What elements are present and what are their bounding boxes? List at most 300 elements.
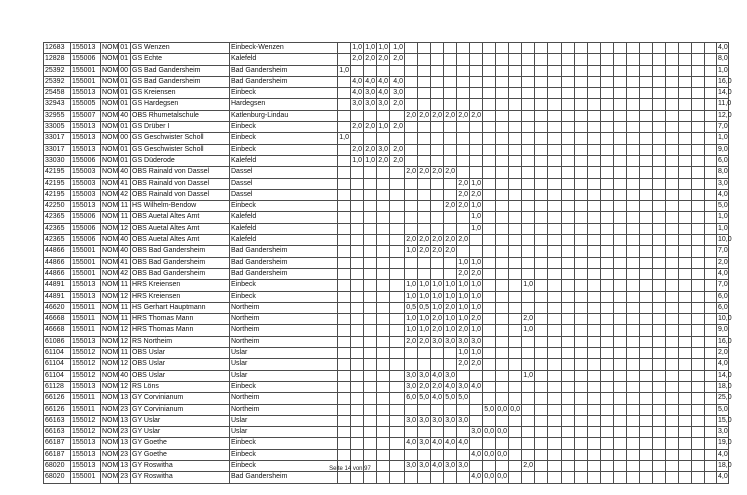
table-cell	[562, 438, 575, 449]
table-cell	[535, 76, 548, 87]
table-cell	[470, 88, 483, 99]
table-cell: 23	[119, 427, 131, 438]
table-cell	[338, 280, 351, 291]
table-cell: NOM	[101, 381, 119, 392]
table-cell: Dassel	[230, 167, 338, 178]
table-cell	[390, 359, 405, 370]
table-cell	[575, 223, 588, 234]
table-cell: NOM	[101, 235, 119, 246]
table-cell	[705, 460, 717, 471]
table-cell	[601, 76, 614, 87]
table-cell: RS Löns	[131, 381, 230, 392]
table-cell	[377, 393, 390, 404]
table-cell	[653, 381, 666, 392]
table-cell	[351, 212, 364, 223]
table-cell: 61104	[44, 370, 71, 381]
table-cell	[601, 438, 614, 449]
table-cell	[444, 189, 457, 200]
table-cell: 12828	[44, 54, 71, 65]
table-cell	[377, 348, 390, 359]
table-cell: 12	[119, 291, 131, 302]
table-row	[44, 472, 747, 483]
table-cell	[522, 302, 535, 313]
table-cell	[627, 314, 640, 325]
table-cell: 7,0	[717, 122, 729, 133]
table-cell	[548, 280, 562, 291]
table-cell	[457, 246, 470, 257]
data-table	[43, 42, 747, 484]
table-cell	[457, 76, 470, 87]
table-cell: 12	[119, 381, 131, 392]
table-cell	[405, 359, 418, 370]
table-cell	[614, 144, 627, 155]
table-cell: 2,0	[418, 246, 431, 257]
table-cell	[679, 65, 692, 76]
table-cell: NOM	[101, 54, 119, 65]
table-cell	[601, 370, 614, 381]
table-cell	[351, 336, 364, 347]
table-cell	[483, 167, 496, 178]
table-cell	[601, 178, 614, 189]
table-cell	[509, 133, 522, 144]
table-cell: 155013	[71, 291, 101, 302]
table-cell: 3,0	[717, 427, 729, 438]
table-cell: 01	[119, 43, 131, 54]
table-cell	[640, 201, 653, 212]
table-cell: 1,0	[431, 280, 444, 291]
table-cell: 44866	[44, 257, 71, 268]
table-cell	[418, 155, 431, 166]
table-cell: Uslar	[230, 359, 338, 370]
table-cell	[705, 472, 717, 483]
table-cell: 2,0	[522, 460, 535, 471]
table-cell	[483, 201, 496, 212]
table-cell	[679, 336, 692, 347]
table-cell	[548, 223, 562, 234]
table-cell	[640, 246, 653, 257]
table-cell	[692, 167, 705, 178]
table-cell	[377, 212, 390, 223]
table-cell: 3,0	[717, 178, 729, 189]
table-cell: 44891	[44, 280, 71, 291]
table-cell: Bad Gandersheim	[230, 257, 338, 268]
table-cell	[483, 393, 496, 404]
table-cell: NOM	[101, 449, 119, 460]
table-cell	[601, 268, 614, 279]
table-cell	[364, 280, 377, 291]
table-cell	[351, 393, 364, 404]
table-cell	[692, 65, 705, 76]
table-cell: Northeim	[230, 314, 338, 325]
table-cell: 8,0	[717, 54, 729, 65]
table-cell: 3,0	[457, 415, 470, 426]
table-cell: 0,0	[483, 427, 496, 438]
table-cell	[627, 178, 640, 189]
table-cell	[509, 325, 522, 336]
table-cell	[457, 144, 470, 155]
table-cell	[496, 280, 509, 291]
table-cell	[705, 235, 717, 246]
table-cell	[627, 257, 640, 268]
table-cell: NOM	[101, 88, 119, 99]
table-cell	[627, 325, 640, 336]
table-cell: GY Corvinianum	[131, 393, 230, 404]
table-cell: 2,0	[457, 325, 470, 336]
table-cell	[522, 246, 535, 257]
table-cell	[522, 472, 535, 483]
table-cell	[405, 99, 418, 110]
table-row	[44, 438, 747, 449]
table-cell	[509, 302, 522, 313]
table-cell	[509, 370, 522, 381]
table-cell	[575, 314, 588, 325]
table-cell	[364, 268, 377, 279]
table-cell: 32943	[44, 99, 71, 110]
table-cell	[627, 189, 640, 200]
table-cell	[679, 54, 692, 65]
table-cell	[338, 155, 351, 166]
table-cell: 18,0	[717, 381, 729, 392]
table-cell: OBS Bad Gandersheim	[131, 268, 230, 279]
table-cell	[390, 449, 405, 460]
table-cell	[364, 189, 377, 200]
table-cell	[640, 336, 653, 347]
table-cell: 1,0	[418, 325, 431, 336]
table-row	[44, 133, 747, 144]
table-cell	[431, 88, 444, 99]
table-cell	[405, 88, 418, 99]
table-cell	[444, 65, 457, 76]
table-cell	[377, 201, 390, 212]
table-cell	[548, 325, 562, 336]
table-cell	[692, 122, 705, 133]
table-cell	[548, 65, 562, 76]
table-cell: 1,0	[470, 291, 483, 302]
table-cell	[679, 359, 692, 370]
table-cell	[338, 76, 351, 87]
table-cell	[405, 155, 418, 166]
table-cell	[483, 178, 496, 189]
table-cell: 5,0	[444, 393, 457, 404]
table-cell	[509, 167, 522, 178]
table-cell	[692, 246, 705, 257]
table-cell	[614, 167, 627, 178]
table-cell: Einbeck	[230, 449, 338, 460]
table-cell	[548, 348, 562, 359]
table-cell: Northeim	[230, 336, 338, 347]
table-cell: 13	[119, 393, 131, 404]
table-cell: 1,0	[431, 302, 444, 313]
table-cell: OBS Uslar	[131, 348, 230, 359]
table-cell: 12683	[44, 43, 71, 54]
table-cell: 2,0	[470, 268, 483, 279]
table-cell: NOM	[101, 415, 119, 426]
table-cell: 1,0	[470, 212, 483, 223]
table-cell	[351, 427, 364, 438]
table-cell	[562, 144, 575, 155]
table-cell	[614, 427, 627, 438]
table-cell: GS Geschwister Scholl	[131, 144, 230, 155]
table-cell	[627, 302, 640, 313]
table-cell	[548, 144, 562, 155]
table-cell: 01	[119, 99, 131, 110]
table-cell	[627, 359, 640, 370]
table-cell	[653, 133, 666, 144]
table-cell	[614, 449, 627, 460]
table-cell: 4,0	[470, 381, 483, 392]
table-cell	[562, 302, 575, 313]
table-cell	[509, 472, 522, 483]
table-cell	[653, 280, 666, 291]
table-cell	[666, 201, 679, 212]
table-cell: 16,0	[717, 76, 729, 87]
table-cell	[601, 359, 614, 370]
table-cell: Dassel	[230, 189, 338, 200]
table-cell	[496, 223, 509, 234]
table-cell: 3,0	[377, 99, 390, 110]
table-cell: 155006	[71, 212, 101, 223]
table-cell	[548, 235, 562, 246]
table-cell: 33017	[44, 133, 71, 144]
table-cell	[377, 449, 390, 460]
table-cell	[705, 133, 717, 144]
table-cell	[522, 65, 535, 76]
table-cell: 2,0	[390, 155, 405, 166]
table-cell	[653, 415, 666, 426]
table-cell	[338, 291, 351, 302]
table-cell	[351, 291, 364, 302]
table-cell: 1,0	[405, 246, 418, 257]
table-cell	[351, 65, 364, 76]
table-cell: 4,0	[457, 438, 470, 449]
table-cell	[351, 314, 364, 325]
table-cell	[705, 178, 717, 189]
table-cell: 1,0	[457, 302, 470, 313]
table-cell: 2,0	[364, 54, 377, 65]
table-cell: 1,0	[405, 314, 418, 325]
table-cell	[548, 370, 562, 381]
table-cell	[627, 404, 640, 415]
table-cell: NOM	[101, 167, 119, 178]
table-cell	[418, 359, 431, 370]
table-cell: 5,0	[457, 393, 470, 404]
table-cell	[666, 438, 679, 449]
table-cell: 155011	[71, 314, 101, 325]
table-cell	[614, 370, 627, 381]
table-cell	[575, 65, 588, 76]
table-cell	[575, 381, 588, 392]
table-cell: 2,0	[405, 235, 418, 246]
table-cell	[377, 336, 390, 347]
table-cell: 3,0	[405, 370, 418, 381]
table-cell: 4,0	[444, 438, 457, 449]
table-cell	[614, 415, 627, 426]
table-cell: NOM	[101, 212, 119, 223]
table-cell: 1,0	[457, 314, 470, 325]
table-cell: NOM	[101, 246, 119, 257]
table-cell	[338, 110, 351, 121]
table-cell: NOM	[101, 393, 119, 404]
table-cell	[601, 348, 614, 359]
table-cell: 2,0	[444, 235, 457, 246]
table-cell	[614, 314, 627, 325]
table-cell	[588, 212, 601, 223]
table-cell: 41	[119, 257, 131, 268]
table-cell	[522, 348, 535, 359]
table-cell	[496, 268, 509, 279]
table-cell	[562, 110, 575, 121]
table-cell	[653, 449, 666, 460]
table-cell	[562, 246, 575, 257]
table-cell	[431, 268, 444, 279]
table-cell	[483, 370, 496, 381]
table-cell	[666, 76, 679, 87]
table-cell: 155013	[71, 449, 101, 460]
table-cell: 5,0	[418, 393, 431, 404]
table-cell: 4,0	[470, 449, 483, 460]
table-cell	[601, 325, 614, 336]
table-cell	[338, 178, 351, 189]
table-cell	[705, 336, 717, 347]
table-cell	[351, 110, 364, 121]
table-cell	[588, 314, 601, 325]
table-cell	[588, 133, 601, 144]
table-cell	[601, 381, 614, 392]
table-cell: Bad Gandersheim	[230, 246, 338, 257]
table-cell	[601, 336, 614, 347]
table-cell: 40	[119, 167, 131, 178]
table-cell	[431, 43, 444, 54]
table-cell	[377, 404, 390, 415]
table-cell: GS Bad Gandersheim	[131, 76, 230, 87]
table-cell	[444, 88, 457, 99]
table-cell	[509, 110, 522, 121]
table-cell	[522, 257, 535, 268]
table-cell: 2,0	[351, 144, 364, 155]
table-row	[44, 449, 747, 460]
table-row	[44, 155, 747, 166]
table-cell: 2,0	[405, 336, 418, 347]
table-cell	[483, 122, 496, 133]
table-cell	[509, 415, 522, 426]
table-cell	[377, 472, 390, 483]
table-cell	[692, 280, 705, 291]
table-cell	[522, 393, 535, 404]
table-cell	[457, 167, 470, 178]
table-cell	[601, 155, 614, 166]
table-row	[44, 178, 747, 189]
table-cell	[390, 257, 405, 268]
table-cell: 66126	[44, 393, 71, 404]
table-cell	[444, 178, 457, 189]
table-cell	[483, 325, 496, 336]
table-cell: 1,0	[522, 325, 535, 336]
table-cell	[535, 122, 548, 133]
table-cell	[653, 291, 666, 302]
table-cell	[562, 212, 575, 223]
table-cell	[640, 302, 653, 313]
table-row	[44, 99, 747, 110]
table-cell	[390, 246, 405, 257]
table-cell: RS Northeim	[131, 336, 230, 347]
table-cell: GY Goethe	[131, 449, 230, 460]
table-cell	[627, 235, 640, 246]
table-cell: 2,0	[418, 167, 431, 178]
table-cell	[509, 201, 522, 212]
table-cell	[509, 54, 522, 65]
table-cell: 2,0	[431, 110, 444, 121]
table-cell	[457, 370, 470, 381]
table-cell	[614, 122, 627, 133]
table-cell	[601, 189, 614, 200]
table-cell	[705, 291, 717, 302]
table-cell	[692, 381, 705, 392]
table-cell	[364, 65, 377, 76]
table-cell	[483, 189, 496, 200]
table-cell	[351, 201, 364, 212]
table-cell	[575, 280, 588, 291]
table-cell: 66187	[44, 449, 71, 460]
table-cell: NOM	[101, 359, 119, 370]
table-cell	[601, 415, 614, 426]
table-cell	[640, 212, 653, 223]
table-cell: 2,0	[418, 336, 431, 347]
table-cell	[679, 393, 692, 404]
table-cell	[535, 133, 548, 144]
table-cell: 155013	[71, 144, 101, 155]
table-cell	[575, 393, 588, 404]
table-cell	[405, 43, 418, 54]
table-cell	[679, 178, 692, 189]
table-cell	[496, 76, 509, 87]
table-cell	[588, 76, 601, 87]
table-cell	[509, 359, 522, 370]
table-cell: 2,0	[717, 348, 729, 359]
table-cell	[405, 201, 418, 212]
table-cell	[575, 268, 588, 279]
table-cell	[548, 427, 562, 438]
table-cell: 3,0	[457, 460, 470, 471]
table-cell: 00	[119, 65, 131, 76]
table-cell: 14,0	[717, 370, 729, 381]
table-cell	[575, 212, 588, 223]
table-cell	[405, 449, 418, 460]
table-cell	[588, 415, 601, 426]
table-cell	[535, 393, 548, 404]
table-cell: 61104	[44, 348, 71, 359]
table-cell	[653, 189, 666, 200]
table-cell	[588, 54, 601, 65]
table-cell	[457, 88, 470, 99]
table-cell	[562, 280, 575, 291]
table-cell	[666, 110, 679, 121]
table-cell	[666, 65, 679, 76]
table-cell	[653, 54, 666, 65]
table-cell	[588, 393, 601, 404]
table-cell	[522, 359, 535, 370]
table-cell	[390, 472, 405, 483]
table-cell	[614, 43, 627, 54]
table-cell: 155001	[71, 76, 101, 87]
table-cell: NOM	[101, 223, 119, 234]
table-cell: OBS Auetal Altes Amt	[131, 223, 230, 234]
table-cell	[470, 43, 483, 54]
table-cell	[653, 314, 666, 325]
table-cell	[601, 99, 614, 110]
table-cell: Einbeck	[230, 460, 338, 471]
table-cell	[364, 178, 377, 189]
table-cell	[351, 381, 364, 392]
